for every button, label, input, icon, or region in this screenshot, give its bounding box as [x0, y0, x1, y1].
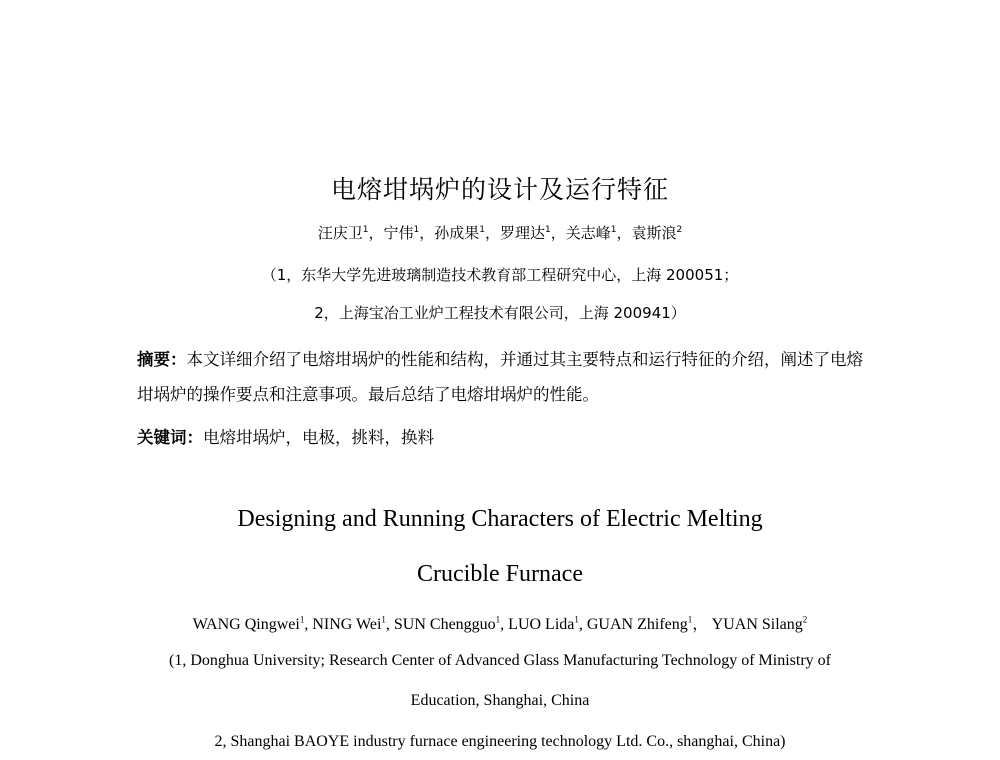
author-en-affiliation-mark: 1	[687, 614, 693, 625]
author-cn-name: 宁伟	[383, 224, 414, 242]
author-en-name: WANG Qingwei	[192, 616, 300, 633]
author-cn-separator: ，	[368, 224, 384, 242]
title-chinese: 电熔坩埚炉的设计及运行特征	[330, 175, 669, 204]
author-cn-name: 关志峰	[565, 224, 611, 242]
keywords-chinese	[137, 424, 434, 448]
authors-english	[0, 611, 1000, 634]
author-cn-affiliation-mark: 2	[676, 225, 683, 235]
affiliation-english-line-1: (1, Donghua University; Research Center of Advanced Glass Manufacturing Technology of Ministry of	[169, 652, 831, 669]
abstract-label: 摘要：	[137, 350, 187, 369]
author-cn-name: 孙成果	[434, 224, 480, 242]
author-en-affiliation-mark: 1	[495, 614, 501, 625]
author-en-affiliation-mark: 1	[381, 614, 386, 625]
author-cn-separator: ，	[484, 224, 500, 242]
author-cn-affiliation-mark: 1	[413, 225, 420, 235]
author-cn-affiliation-mark: 1	[610, 225, 617, 235]
author-en-separator: ,	[578, 616, 587, 633]
affiliation-chinese-line-2: 2，上海宝冶工业炉工程技术有限公司，上海 200941）	[314, 304, 686, 322]
author-en-affiliation-mark: 2	[802, 614, 808, 625]
author-en-name: NING Wei	[312, 616, 382, 633]
author-cn-name: 罗理达	[500, 224, 546, 242]
author-en-separator: ，	[692, 616, 712, 633]
author-cn-name: 汪庆卫	[317, 224, 363, 242]
title-english-line-1: Designing and Running Characters of Electric Melting	[237, 506, 763, 532]
author-cn-separator: ，	[419, 224, 435, 242]
abstract-chinese	[137, 342, 877, 412]
author-cn-affiliation-mark: 1	[545, 225, 551, 235]
author-en-name: GUAN Zhifeng	[586, 616, 688, 633]
author-cn-affiliation-mark: 1	[362, 225, 369, 235]
keywords-label: 关键词：	[137, 428, 203, 447]
author-en-name: SUN Chengguo	[393, 616, 496, 633]
author-en-name: YUAN Silang	[711, 616, 803, 633]
author-cn-separator: ，	[550, 224, 566, 242]
author-cn-name: 袁斯浪	[631, 224, 677, 242]
affiliation-english-line-2: Education, Shanghai, China	[410, 692, 590, 709]
abstract-text: 本文详细介绍了电熔坩埚炉的性能和结构，并通过其主要特点和运行特征的介绍，阐述了电熔坩埚炉的操作要点和注意事项。最后总结了电熔坩埚炉的性能。	[137, 350, 863, 404]
affiliation-chinese-line-1: （1，东华大学先进玻璃制造技术教育部工程研究中心，上海 200051；	[261, 266, 739, 284]
author-en-separator: ,	[304, 616, 313, 633]
author-en-separator: ,	[500, 616, 509, 633]
author-cn-separator: ，	[616, 224, 632, 242]
author-cn-affiliation-mark: 1	[479, 225, 485, 235]
author-en-affiliation-mark: 1	[299, 614, 305, 625]
author-en-affiliation-mark: 1	[574, 614, 579, 625]
keywords-text: 电熔坩埚炉，电极，挑料，换料	[203, 428, 434, 447]
affiliation-english-line-3: 2, Shanghai BAOYE industry furnace engineering technology Ltd. Co., shanghai, China)	[214, 733, 786, 750]
author-en-separator: ,	[385, 616, 394, 633]
authors-chinese	[0, 222, 1000, 243]
title-english-line-2: Crucible Furnace	[417, 561, 583, 587]
author-en-name: LUO Lida	[508, 616, 575, 633]
